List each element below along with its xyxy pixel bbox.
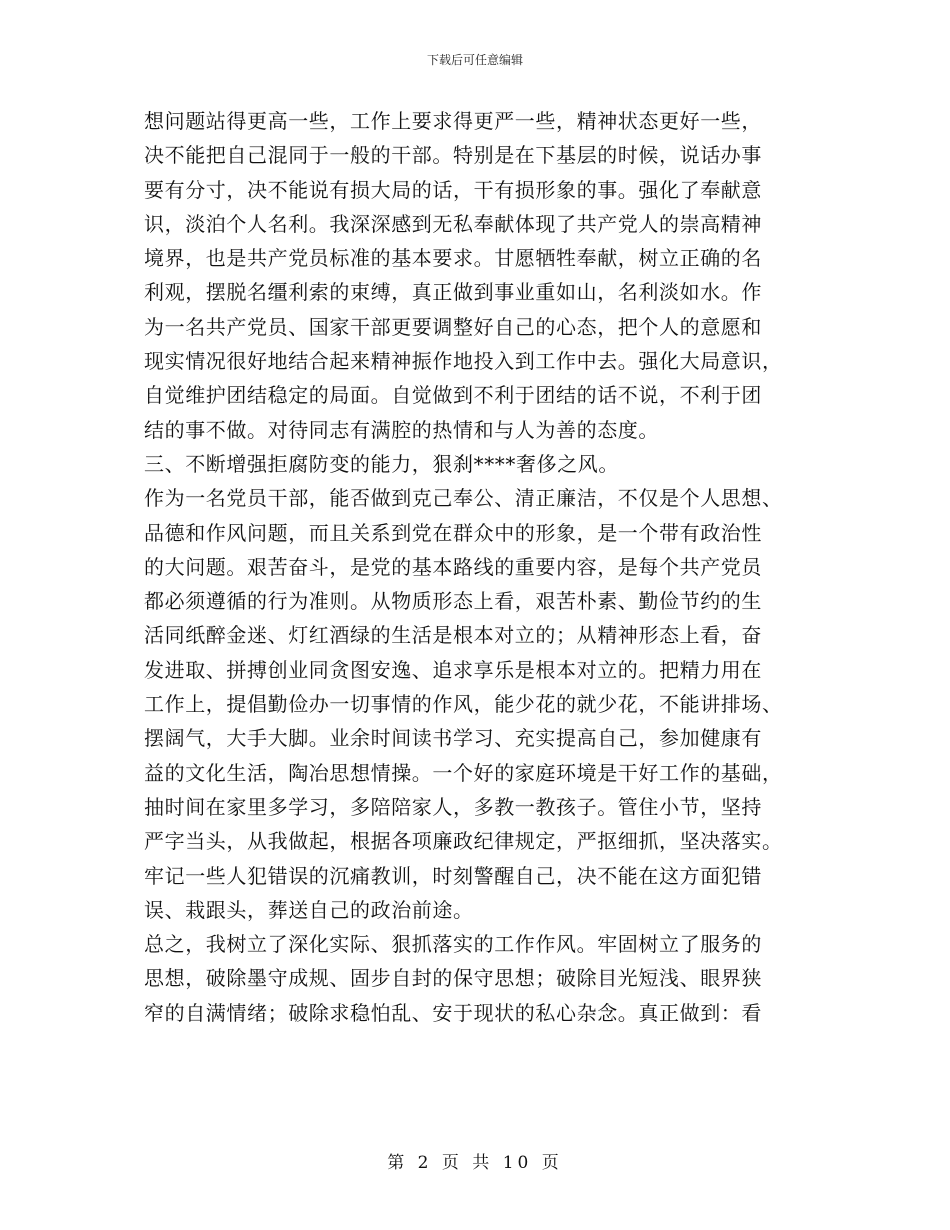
text-line: 的大问题。艰苦奋斗，是党的基本路线的重要内容，是每个共产党员 xyxy=(144,554,762,579)
text-line: 想问题站得更高一些，工作上要求得更严一些，精神状态更好一些， xyxy=(144,109,762,133)
text-line: 抽时间在家里多学习，多陪陪家人，多教一教孩子。管住小节，坚持 xyxy=(144,794,762,819)
text-line: 发进取、拼搏创业同贪图安逸、追求享乐是根本对立的。把精力用在 xyxy=(144,657,762,682)
text-line: 利观，摆脱名缰利索的束缚，真正做到事业重如山，名利淡如水。作 xyxy=(144,280,762,305)
text-line: 思想，破除墨守成规、固步自封的保守思想；破除目光短浅、眼界狭 xyxy=(144,966,762,991)
text-line: 境界，也是共产党员标准的基本要求。甘愿牺牲奉献，树立正确的名 xyxy=(144,246,762,271)
text-line: 自觉维护团结稳定的局面。自觉做到不利于团结的话不说，不利于团 xyxy=(144,383,762,408)
text-line: 牢记一些人犯错误的沉痛教训，时刻警醒自己，决不能在这方面犯错 xyxy=(144,863,762,888)
text-line: 决不能把自己混同于一般的干部。特别是在下基层的时候，说话办事 xyxy=(144,143,762,168)
text-line: 作为一名党员干部，能否做到克己奉公、清正廉洁，不仅是个人思想、 xyxy=(144,486,783,511)
text-line: 摆阔气，大手大脚。业余时间读书学习、充实提高自己，参加健康有 xyxy=(144,726,762,751)
text-line: 识，淡泊个人名利。我深深感到无私奉献体现了共产党人的崇高精神 xyxy=(144,211,762,236)
text-line: 窄的自满情绪；破除求稳怕乱、安于现状的私心杂念。真正做到：看 xyxy=(144,1000,762,1025)
section-heading: 三、不断增强拒腐防变的能力，狠刹****奢侈之风。 xyxy=(144,451,619,476)
text-line: 误、栽跟头，葬送自己的政治前途。 xyxy=(144,897,474,922)
text-line: 益的文化生活，陶冶思想情操。一个好的家庭环境是干好工作的基础， xyxy=(144,760,783,785)
text-line: 总之，我树立了深化实际、狠抓落实的工作作风。牢固树立了服务的 xyxy=(144,932,762,957)
document-body xyxy=(144,104,824,1030)
text-line: 要有分寸，决不能说有损大局的话，干有损形象的事。强化了奉献意 xyxy=(144,177,762,202)
page-header: 下载后可任意编辑 xyxy=(426,53,523,67)
text-line: 工作上，提倡勤俭办一切事情的作风，能少花的就少花，不能讲排场、 xyxy=(144,692,783,717)
text-line: 活同纸醉金迷、灯红酒绿的生活是根本对立的；从精神形态上看，奋 xyxy=(144,623,762,648)
text-line: 严字当头，从我做起，根据各项廉政纪律规定，严抠细抓，坚决落实。 xyxy=(144,829,783,854)
text-line: 品德和作风问题，而且关系到党在群众中的形象，是一个带有政治性 xyxy=(144,520,762,545)
text-line: 结的事不做。对待同志有满腔的热情和与人为善的态度。 xyxy=(144,417,659,442)
text-line: 现实情况很好地结合起来精神振作地投入到工作中去。强化大局意识， xyxy=(144,349,783,374)
text-line: 都必须遵循的行为准则。从物质形态上看，艰苦朴素、勤俭节约的生 xyxy=(144,589,762,614)
text-line: 为一名共产党员、国家干部更要调整好自己的心态，把个人的意愿和 xyxy=(144,314,762,339)
page-number-footer: 第 2 页 共 10 页 xyxy=(387,1153,563,1173)
